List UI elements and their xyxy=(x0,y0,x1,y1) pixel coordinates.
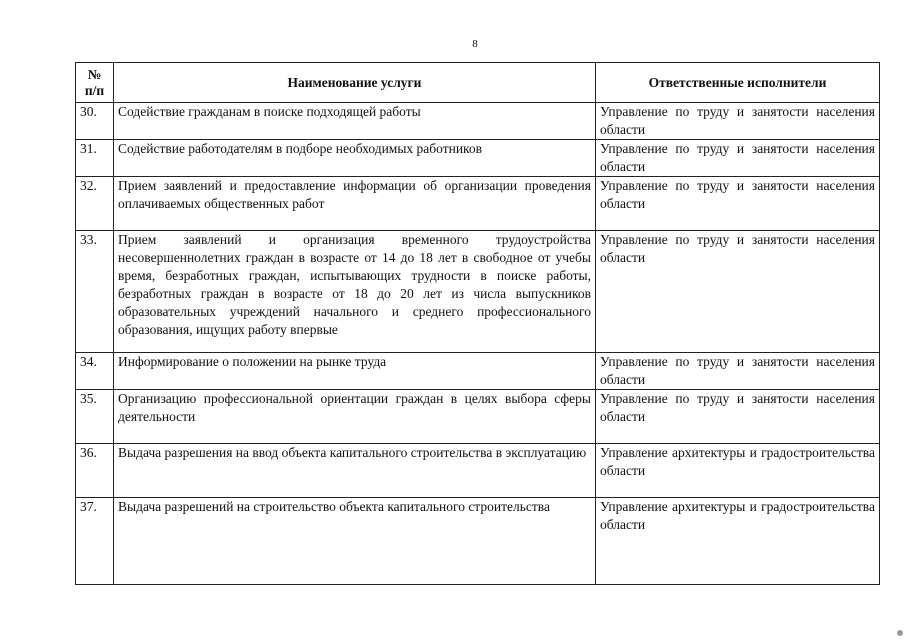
row-number: 31. xyxy=(76,140,114,177)
table-row xyxy=(76,140,880,177)
responsible-unit: Управление по труду и занятости населения области xyxy=(596,390,880,444)
header-number-symbol: № xyxy=(87,66,102,82)
service-name: Прием заявлений и предоставление информации об организации проведения оплачиваемых общественных работ xyxy=(114,177,596,231)
header-service: Наименование услуги xyxy=(114,63,596,103)
table-row xyxy=(76,390,880,444)
service-name: Информирование о положении на рынке труда xyxy=(114,353,596,390)
header-number xyxy=(76,63,114,103)
table-row xyxy=(76,498,880,585)
row-number: 37. xyxy=(76,498,114,585)
table-header-row xyxy=(76,63,880,103)
row-number: 32. xyxy=(76,177,114,231)
table-row xyxy=(76,353,880,390)
table-row xyxy=(76,444,880,498)
header-responsible: Ответственные исполнители xyxy=(596,63,880,103)
responsible-unit: Управление архитектуры и градостроительства области xyxy=(596,498,880,585)
services-table xyxy=(75,62,880,585)
service-name: Выдача разрешения на ввод объекта капитального строительства в эксплуатацию xyxy=(114,444,596,498)
service-name: Прием заявлений и организация временного трудоустройства несовершеннолетних граждан в возрасте от 14 до 18 лет в свободное от учебы время, безработных граждан, испытывающих трудности в поиске работы, безработных граждан в возрасте от 18 до 20 лет из числа выпускников образовательных учреждений начального и среднего профессионального образования, ищущих работу впервые xyxy=(114,231,596,353)
row-number: 36. xyxy=(76,444,114,498)
service-name: Выдача разрешений на строительство объекта капитального строительства xyxy=(114,498,596,585)
table-row xyxy=(76,177,880,231)
service-name: Содействие работодателям в подборе необходимых работников xyxy=(114,140,596,177)
service-name: Содействие гражданам в поиске подходящей работы xyxy=(114,103,596,140)
table-row xyxy=(76,103,880,140)
page-number: 8 xyxy=(472,38,478,50)
responsible-unit: Управление по труду и занятости населения области xyxy=(596,103,880,140)
table-row xyxy=(76,231,880,353)
responsible-unit: Управление архитектуры и градостроительства области xyxy=(596,444,880,498)
responsible-unit: Управление по труду и занятости населения области xyxy=(596,353,880,390)
row-number: 35. xyxy=(76,390,114,444)
row-number: 30. xyxy=(76,103,114,140)
header-number-abbrev: п/п xyxy=(84,82,105,98)
responsible-unit: Управление по труду и занятости населения области xyxy=(596,177,880,231)
responsible-unit: Управление по труду и занятости населения области xyxy=(596,231,880,353)
service-name: Организацию профессиональной ориентации граждан в целях выбора сферы деятельности xyxy=(114,390,596,444)
responsible-unit: Управление по труду и занятости населения области xyxy=(596,140,880,177)
row-number: 34. xyxy=(76,353,114,390)
row-number: 33. xyxy=(76,231,114,353)
scan-mark-dot xyxy=(897,630,903,636)
